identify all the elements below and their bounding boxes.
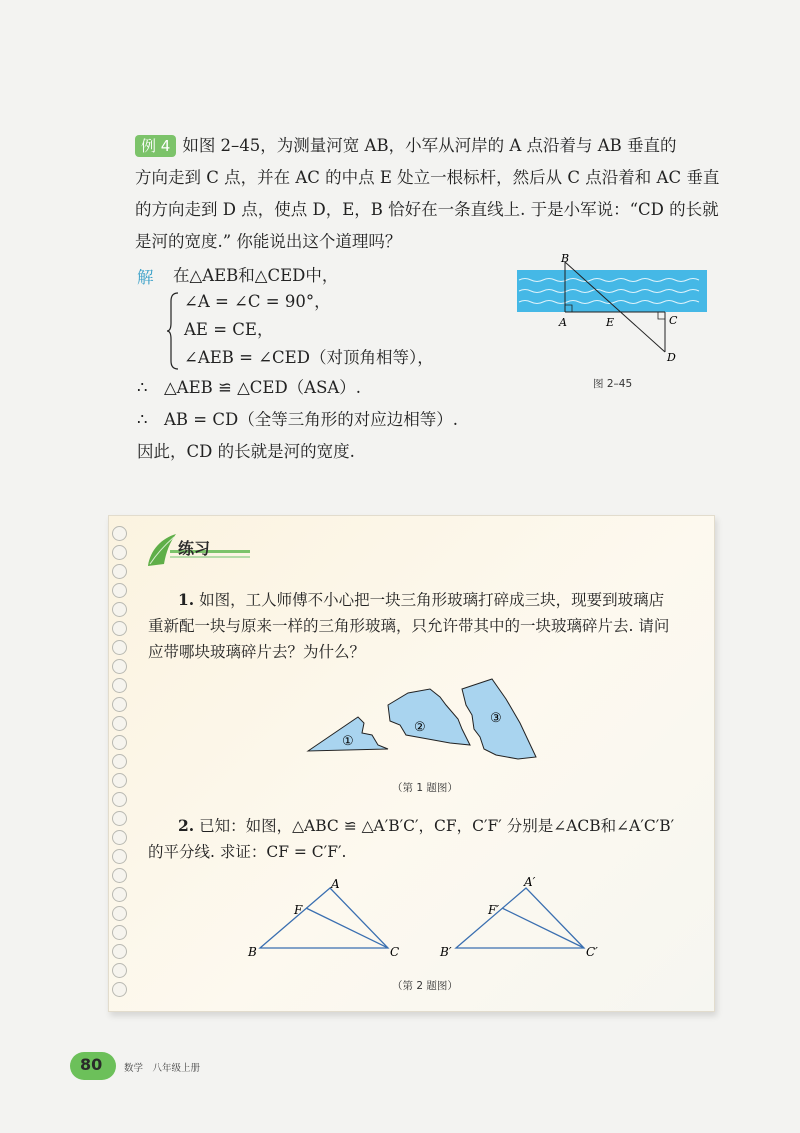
- condition-1: ∠A = ∠C = 90°，: [184, 292, 331, 311]
- q2-figure: [240, 870, 620, 965]
- example-line-2: 方向走到 C 点，并在 AC 的中点 E 处立一根标杆，然后从 C 点沿着和 AC 垂直: [135, 168, 720, 187]
- tri2-label-F: F′: [488, 903, 500, 917]
- figure-2-45: [505, 250, 720, 375]
- glass-piece-2: [388, 689, 470, 745]
- fig245-label-E: E: [606, 316, 615, 329]
- piece-label-2: ②: [414, 720, 426, 735]
- tri1-label-B: B: [248, 945, 257, 959]
- tri2-label-A: A′: [524, 875, 536, 889]
- q1-figure: [300, 675, 545, 765]
- solution-label: 解: [137, 268, 154, 287]
- step-1: ∴ △AEB ≌ △CED（ASA）.: [137, 378, 362, 397]
- fig245-label-A: A: [559, 316, 567, 329]
- q1-line-3: 应带哪块玻璃碎片去？为什么？: [148, 643, 366, 661]
- tri1-label-F: F: [294, 903, 303, 917]
- piece-label-1: ①: [342, 734, 354, 749]
- fig245-label-B: B: [561, 252, 570, 265]
- tri2-label-C: C′: [586, 945, 598, 959]
- piece-label-3: ③: [490, 711, 502, 726]
- practice-title: 练习: [178, 539, 211, 558]
- step-2: ∴ AB = CD（全等三角形的对应边相等）.: [137, 410, 458, 429]
- page-number: 80: [80, 1055, 103, 1074]
- condition-2: AE = CE，: [184, 320, 274, 339]
- fig245-label-D: D: [667, 351, 676, 364]
- notebook-rings: [112, 522, 132, 1012]
- example-line-1: 例 4 如图 2–45，为测量河宽 AB，小军从河岸的 A 点沿着与 AB 垂直的: [135, 134, 725, 158]
- example-badge: 例 4: [135, 135, 176, 157]
- q1-line-1: 1. 如图，工人师傅不小心把一块三角形玻璃打碎成三块，现要到玻璃店: [178, 590, 665, 609]
- figure-2-45-caption: 图 2–45: [593, 378, 633, 390]
- conclusion: 因此，CD 的长就是河的宽度.: [137, 442, 355, 461]
- example-line-4: 是河的宽度.” 你能说出这个道理吗？: [135, 232, 402, 251]
- example-line-3: 的方向走到 D 点，使点 D，E，B 恰好在一条直线上. 于是小军说：“CD 的长就: [135, 200, 719, 219]
- tri1-label-A: A: [331, 877, 340, 891]
- tri2-label-B: B′: [440, 945, 452, 959]
- river-water: [517, 270, 707, 312]
- brace-symbol: [166, 291, 180, 371]
- solution-intro: 在△AEB和△CED中，: [173, 266, 339, 285]
- q2-figure-caption: （第 2 题图）: [392, 980, 458, 992]
- q2-line-1: 2. 已知：如图，△ABC ≌ △A′B′C′，CF，C′F′ 分别是∠ACB和∠A′C′B′: [178, 816, 675, 835]
- q1-figure-caption: （第 1 题图）: [392, 782, 458, 794]
- q2-line-2: 的平分线. 求证：CF = C′F′.: [148, 843, 347, 861]
- q1-line-2: 重新配一块与原来一样的三角形玻璃，只允许带其中的一块玻璃碎片去. 请问: [148, 617, 670, 635]
- fig245-label-C: C: [669, 314, 678, 327]
- book-title: 数学 八年级上册: [124, 1063, 201, 1074]
- tri1-label-C: C: [390, 945, 400, 959]
- condition-3: ∠AEB = ∠CED（对顶角相等），: [184, 348, 434, 367]
